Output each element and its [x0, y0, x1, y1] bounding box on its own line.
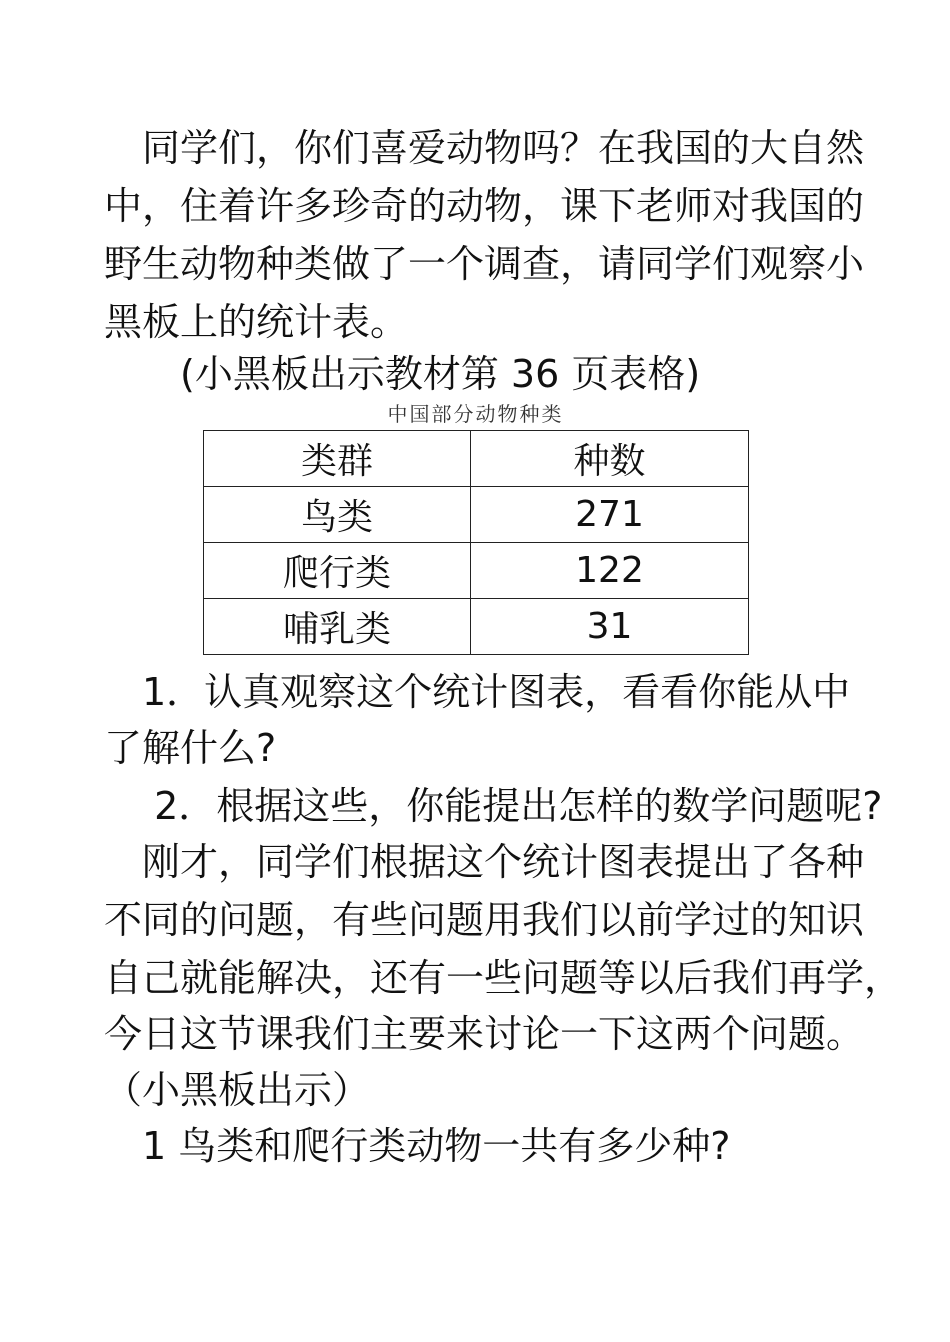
- table-cell: 271: [471, 487, 749, 543]
- discussion-line-2: 不同的问题，有些问题用我们以前学过的知识: [104, 898, 865, 942]
- table-cell: 鸟类: [204, 487, 471, 543]
- table-caption: 中国部分动物种类: [387, 402, 564, 426]
- table-row: [204, 543, 749, 599]
- table-header-cell: 类群: [204, 431, 471, 487]
- discussion-line-4: 今日这节课我们主要来讨论一下这两个问题。: [104, 1012, 865, 1056]
- discussion-note: （小黑板出示）: [104, 1068, 371, 1112]
- intro-line-4: 黑板上的统计表。: [104, 300, 409, 344]
- table-cell: 哺乳类: [204, 599, 471, 655]
- table-header-row: [204, 431, 749, 487]
- intro-note: (小黑板出示教材第 36 页表格): [104, 352, 701, 396]
- animal-species-table: [203, 430, 749, 655]
- table-row: [204, 487, 749, 543]
- table-cell: 122: [471, 543, 749, 599]
- intro-line-1: 同学们，你们喜爱动物吗？在我国的大自然: [104, 126, 865, 170]
- table-row: [204, 599, 749, 655]
- discussion-line-1: 刚才，同学们根据这个统计图表提出了各种: [104, 840, 865, 884]
- question-2: 2．根据这些，你能提出怎样的数学问题呢?: [104, 784, 883, 828]
- table-cell: 爬行类: [204, 543, 471, 599]
- intro-line-2: 中，住着许多珍奇的动物，课下老师对我国的: [104, 184, 865, 228]
- intro-line-3: 野生动物种类做了一个调查，请同学们观察小: [104, 242, 865, 286]
- question-1-line-1: 1．认真观察这个统计图表，看看你能从中: [104, 670, 851, 714]
- problem-1: 1 鸟类和爬行类动物一共有多少种?: [104, 1124, 731, 1168]
- question-1-line-2: 了解什么?: [104, 726, 277, 770]
- table-cell: 31: [471, 599, 749, 655]
- discussion-line-3: 自己就能解决，还有一些问题等以后我们再学，: [104, 956, 903, 1000]
- table-header-cell: 种数: [471, 431, 749, 487]
